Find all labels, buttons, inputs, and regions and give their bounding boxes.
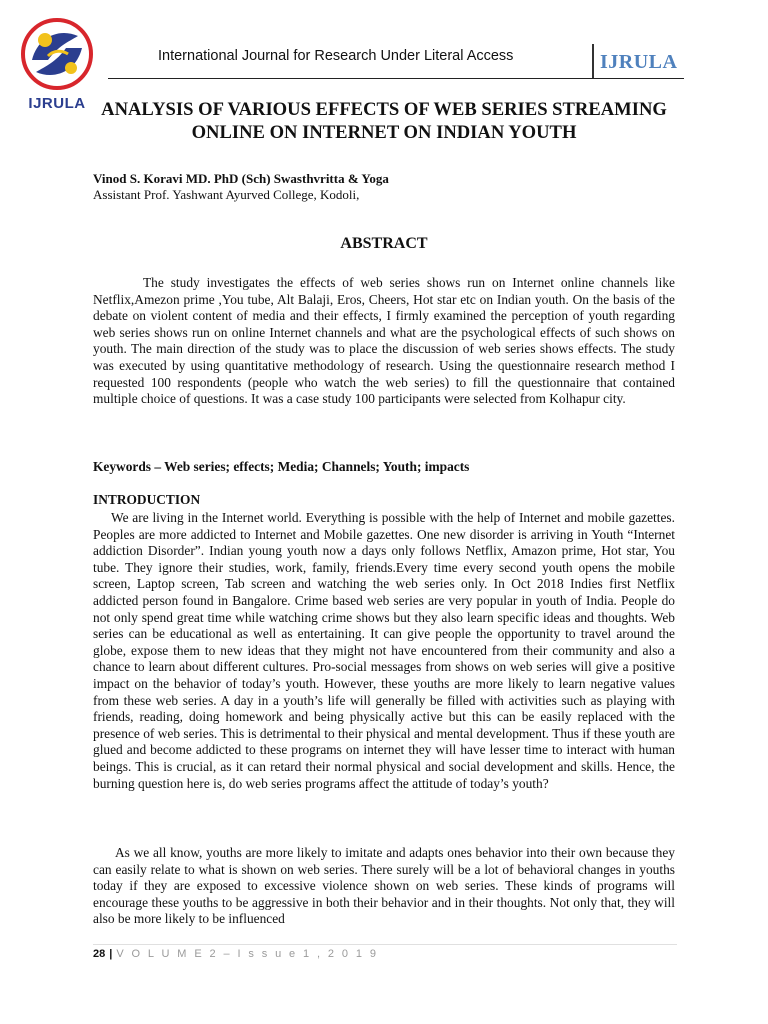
page-number: 28 <box>93 948 106 960</box>
page-footer <box>93 948 378 960</box>
abstract-heading: ABSTRACT <box>340 235 428 252</box>
header-separator <box>592 44 594 78</box>
journal-abbreviation: IJRULA <box>600 51 678 73</box>
header-rule <box>108 78 684 79</box>
logo-text: IJRULA <box>28 95 86 112</box>
author-block <box>93 171 389 203</box>
introduction-heading: INTRODUCTION <box>93 492 201 507</box>
ijrula-logo-icon <box>18 16 96 92</box>
footer-rule <box>93 944 677 945</box>
keywords: Keywords – Web series; effects; Media; Channels; Youth; impacts <box>93 459 470 474</box>
footer-separator: | <box>109 948 113 960</box>
abstract-text: The study investigates the effects of web series shows run on Internet online channels like Netflix,Amezon prime ,You tube, Alt Balaji, Eros, Cheers, Hot star etc on Indian youth. On the basis of the debate on violent content of media and their effects, I firmly examined the perception of youth regarding web series shows run on online Internet channels and what are the psychological effects of such shows on youth. The main direction of the study was to place the discussion of web series shows effects. The study was executed by using quantitative methodology of research. Using the questionnaire research method I requested 100 respondents (people who watch the web series) to fill the questionnaire that contained multiple choice of questions. It was a case study 100 participants were selected from Kolhapur city. <box>93 275 675 407</box>
volume-issue: V O L U M E 2 – I s s u e 1 , 2 0 1 9 <box>116 948 379 960</box>
author-name: Vinod S. Koravi MD. PhD (Sch) Swasthvritta & Yoga <box>93 171 389 186</box>
journal-logo <box>16 16 98 112</box>
introduction-paragraph: We are living in the Internet world. Everything is possible with the help of Internet and mobile gazettes. Peoples are more addicted to Internet and Mobile gazettes. One new disorder is arriving in Youth “Internet addiction Disorder”. Indian young youth now a days only follows Netflix, Amazon prime, Hot star, You tube. They ignore their studies, work, family, friends.Every time every second youth opens the mobile screen, Laptop screen, Tab screen and watching the web series only. In Oct 2018 Indies first Netflix addicted person found in Bangalore. Crime based web series are very popular in youth of India. People do not only spend great time while watching crime shows but they also learn specific ideas and thoughts. Web series can be educational as well as entertaining. It can give people the opportunity to travel around the globe, expose them to new ideas that they might not have encountered from their community and also a chance to learn about different cultures. Pro-social messages from shows on web series will give a positive impact on the behavior of today’s youth. However, these youths are more likely to learn negative values from these web series. A day in a youth’s life will generally be filled with activities such as playing with friends, reading, doing homework and being physically active but this can be easily replaced with the presence of web series. This is detrimental to their physical and mental development. Thus if these youth are glued and become addicted to these programs on internet they will have lesser time to interact with human beings. This is crucial, as it can retard their normal physical and social development and skills. Hence, the burning question here is, do web series programs affect the attitude of today’s youth? <box>93 510 675 791</box>
journal-title: International Journal for Research Under Literal Access <box>158 48 514 64</box>
article-title: ANALYSIS OF VARIOUS EFFECTS OF WEB SERIES STREAMING ONLINE ON INTERNET ON INDIAN YOUTH <box>101 99 667 143</box>
introduction-paragraph-continued: As we all know, youths are more likely to imitate and adapts ones behavior into their own because they can easily relate to what is shown on web series. There surely will be a lot of behavioral changes in youths today if they are exposed to excessive violence shown on web series. These kinds of programs will encourage these youths to be aggressive in both their behavior and in their thoughts. Not only that, they will also be more likely to be influenced <box>93 845 675 927</box>
author-affiliation: Assistant Prof. Yashwant Ayurved College, Kodoli, <box>93 187 360 202</box>
